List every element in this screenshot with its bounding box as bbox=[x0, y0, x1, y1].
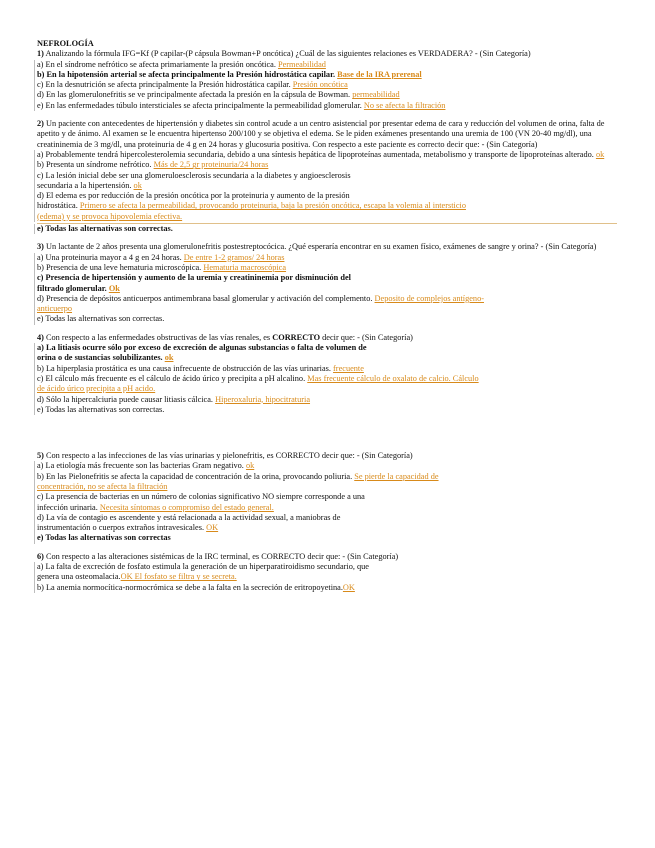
comment: de ácido úrico precipita a pH acido. bbox=[37, 384, 156, 394]
question-number: 5) bbox=[37, 451, 44, 461]
comment: permeabilidad bbox=[352, 90, 400, 100]
comment: Presión oncótica bbox=[292, 80, 348, 90]
option-a: a) Probablemente tendrá hipercolesterolemia secundaria, debido a una síntesis hepática de lipoproteínas aumentada, metabolismo y transporte de lipoproteínas alterado. ok bbox=[34, 150, 617, 160]
comment: Se pierde la capacidad de bbox=[354, 471, 439, 481]
option-b: b) Presenta un síndrome nefrótico. Más de 2,5 gr proteinuria/24 horas bbox=[34, 160, 617, 170]
comment: Más de 2,5 gr proteinuria/24 horas bbox=[153, 160, 269, 170]
question-number: 2) bbox=[37, 119, 44, 129]
comment: Base de la IRA prerenal bbox=[337, 69, 422, 79]
comment: Mas frecuente cálculo de oxalato de calcio. Cálculo bbox=[307, 373, 479, 383]
question-stem: 2) Un paciente con antecedentes de hipertensión y diabetes sin control acude a un centro asistencial por presentar edema de cara y reducción del volumen de orina, falta de apetito y de ánimo. Al examen se le encuentra hipertenso 200/100 y se objetiva el edema. Se le piden exámenes presentando una uremia de 100 (VN 20-40 mg/dl), una creatininemia de 3 mg/dl, una proteinuria de 4 g en 24 horas y glucosuria positiva. Con respecto a este paciente es correcto decir que: - (Sin Categoría) bbox=[37, 119, 605, 149]
option-e: e) Todas las alternativas son correctas. bbox=[34, 314, 617, 324]
question-4 bbox=[37, 333, 617, 415]
question-5 bbox=[37, 451, 617, 544]
option-b: b) En la hipotensión arterial se afecta principalmente la Presión hidrostática capilar. Base de la IRA prerenal bbox=[34, 70, 617, 80]
question-number: 6) bbox=[37, 551, 44, 561]
option-a: a) La etiología más frecuente son las bacterias Gram negativo. ok bbox=[34, 461, 617, 471]
comment: anticuerpo bbox=[37, 304, 73, 314]
question-stem: 5) Con respecto a las infecciones de las vías urinarias y pielonefritis, es CORRECTO decir que: - (Sin Categoría) bbox=[37, 451, 413, 461]
option-b: b) Presencia de una leve hematuria microscópica. Hematuria macroscópica bbox=[34, 263, 617, 273]
question-stem: 1) Analizando la fórmula IFG=Kf (P capilar-(P cápsula Bowman+P oncótica) ¿Cuál de las siguientes relaciones es VERDADERA? - (Sin Categoría) bbox=[37, 49, 531, 59]
question-2 bbox=[37, 119, 617, 234]
comment: No se afecta la filtración bbox=[363, 100, 446, 110]
option-d: d) El edema es por reducción de la presión oncótica por la proteinuria y aumento de la presión hidrostática. Primero se afecta la permeabilidad, provocando proteinuria, baja la presión oncótica, escapa la volemia al intersticio (edema) y se provoca hipovolemia efectiva. bbox=[34, 191, 617, 222]
comment: frecuente bbox=[333, 363, 364, 373]
question-number: 3) bbox=[37, 242, 44, 252]
option-c: c) Presencia de hipertensión y aumento de la uremia y creatininemia por disminución del filtrado glomerular. Ok bbox=[34, 273, 617, 294]
comment: concentración, no se afecta la filtración bbox=[37, 481, 168, 491]
comment: ok bbox=[595, 149, 605, 159]
comment: Deposito de complejos antígeno- bbox=[374, 293, 484, 303]
comment: OK bbox=[206, 523, 219, 533]
comment: Primero se afecta la permeabilidad, provocando proteinuria, baja la presión oncótica, escapa la volemia al intersticio bbox=[79, 201, 466, 211]
question-6 bbox=[37, 552, 617, 593]
option-a: a) Una proteinuria mayor a 4 g en 24 horas. De entre 1-2 gramos/ 24 horas bbox=[34, 253, 617, 263]
option-d: d) En las glomerulonefritis se ve principalmente afectada la presión en la cápsula de Bowman. permeabilidad bbox=[34, 90, 617, 100]
question-number: 1) bbox=[37, 49, 44, 59]
comment: Necesita síntomas o compromiso del estado general. bbox=[99, 502, 274, 512]
option-b: b) La hiperplasia prostática es una causa infrecuente de obstrucción de las vías urinarias. frecuente bbox=[34, 364, 617, 374]
question-stem: 3) Un lactante de 2 años presenta una glomerulonefritis postestreptocócica. ¿Qué esperaría encontrar en su examen físico, exámenes de sangre y orina? - (Sin Categoría) bbox=[37, 242, 597, 252]
comment: (edema) y se provoca hipovolemia efectiva. bbox=[37, 211, 183, 221]
question-stem: 6) Con respecto a las alteraciones sistémicas de la IRC terminal, es CORRECTO decir que: - (Sin Categoría) bbox=[37, 551, 399, 561]
option-a: a) En el síndrome nefrótico se afecta primariamente la presión oncótica. Permeabilidad bbox=[34, 60, 617, 70]
option-e: e) Todas las alternativas son correctas. bbox=[34, 224, 617, 234]
option-c: c) La presencia de bacterias en un número de colonias significativo NO siempre corresponde a una infección urinaria. Necesita síntomas o compromiso del estado general. bbox=[34, 492, 617, 513]
option-e: e) En las enfermedades túbulo intersticiales se afecta principalmente la permeabilidad glomerular. No se afecta la filtración bbox=[34, 101, 617, 111]
comment: Permeabilidad bbox=[277, 59, 326, 69]
option-a: a) La litiasis ocurre sólo por exceso de excreción de algunas substancias o falta de volumen de orina o de sustancias solubilizantes. ok bbox=[34, 343, 617, 364]
option-d: d) La vía de contagio es ascendente y está relacionada a la actividad sexual, a maniobras de instrumentación o cuerpos extraños intravesicales. OK bbox=[34, 513, 617, 534]
comment: Hiperoxaluria, hipocitraturia bbox=[215, 394, 311, 404]
comment: Ok bbox=[108, 283, 120, 293]
option-e: e) Todas las alternativas son correctas. bbox=[34, 405, 617, 415]
page-title: NEFROLOGÍA bbox=[37, 39, 94, 48]
comment: ok bbox=[164, 353, 174, 363]
comment: OK El fosfato se filtra y se secreta. bbox=[120, 572, 237, 582]
comment: OK bbox=[342, 582, 355, 592]
option-b: b) La anemia normocítica-normocrómica se debe a la falta en la secreción de eritropoyetina.OK bbox=[34, 583, 617, 593]
question-3 bbox=[37, 242, 617, 324]
option-a: a) La falta de excreción de fosfato estimula la generación de un hiperparatiroidismo secundario, que genera una osteomalacia.OK El fosfato se filtra y se secreta. bbox=[34, 562, 617, 583]
option-d: d) Sólo la hipercalciuria puede causar litiasis cálcica. Hiperoxaluria, hipocitraturia bbox=[34, 395, 617, 405]
option-c: c) La lesión inicial debe ser una glomeruloesclerosis secundaria a la diabetes y angioesclerosis secundaria a la hipertensión. ok bbox=[34, 171, 617, 192]
option-c: c) En la desnutrición se afecta principalmente la Presión hidrostática capilar. Presión oncótica bbox=[34, 80, 617, 90]
question-1 bbox=[37, 49, 617, 111]
option-b: b) En las Pielonefritis se afecta la capacidad de concentración de la orina, provocando poliuria. Se pierde la capacidad de concentración, no se afecta la filtración bbox=[34, 472, 617, 493]
option-d: d) Presencia de depósitos anticuerpos antimembrana basal glomerular y activación del complemento. Deposito de complejos antígeno- anticuerpo bbox=[34, 294, 617, 315]
comment: De entre 1-2 gramos/ 24 horas bbox=[183, 252, 285, 262]
document-body bbox=[37, 39, 617, 601]
question-number: 4) bbox=[37, 332, 44, 342]
comment: Hematuria macroscópica bbox=[203, 262, 287, 272]
option-e: e) Todas las alternativas son correctas bbox=[34, 533, 617, 543]
question-stem: 4) Con respecto a las enfermedades obstructivas de las vías renales, es CORRECTO decir que: - (Sin Categoría) bbox=[37, 332, 413, 342]
comment: ok bbox=[245, 461, 255, 471]
option-c: c) El cálculo más frecuente es el cálculo de ácido úrico y precipita a pH alcalino. Mas frecuente cálculo de oxalato de calcio. Cálculo de ácido úrico precipita a pH acido. bbox=[34, 374, 617, 395]
comment: ok bbox=[133, 180, 142, 190]
